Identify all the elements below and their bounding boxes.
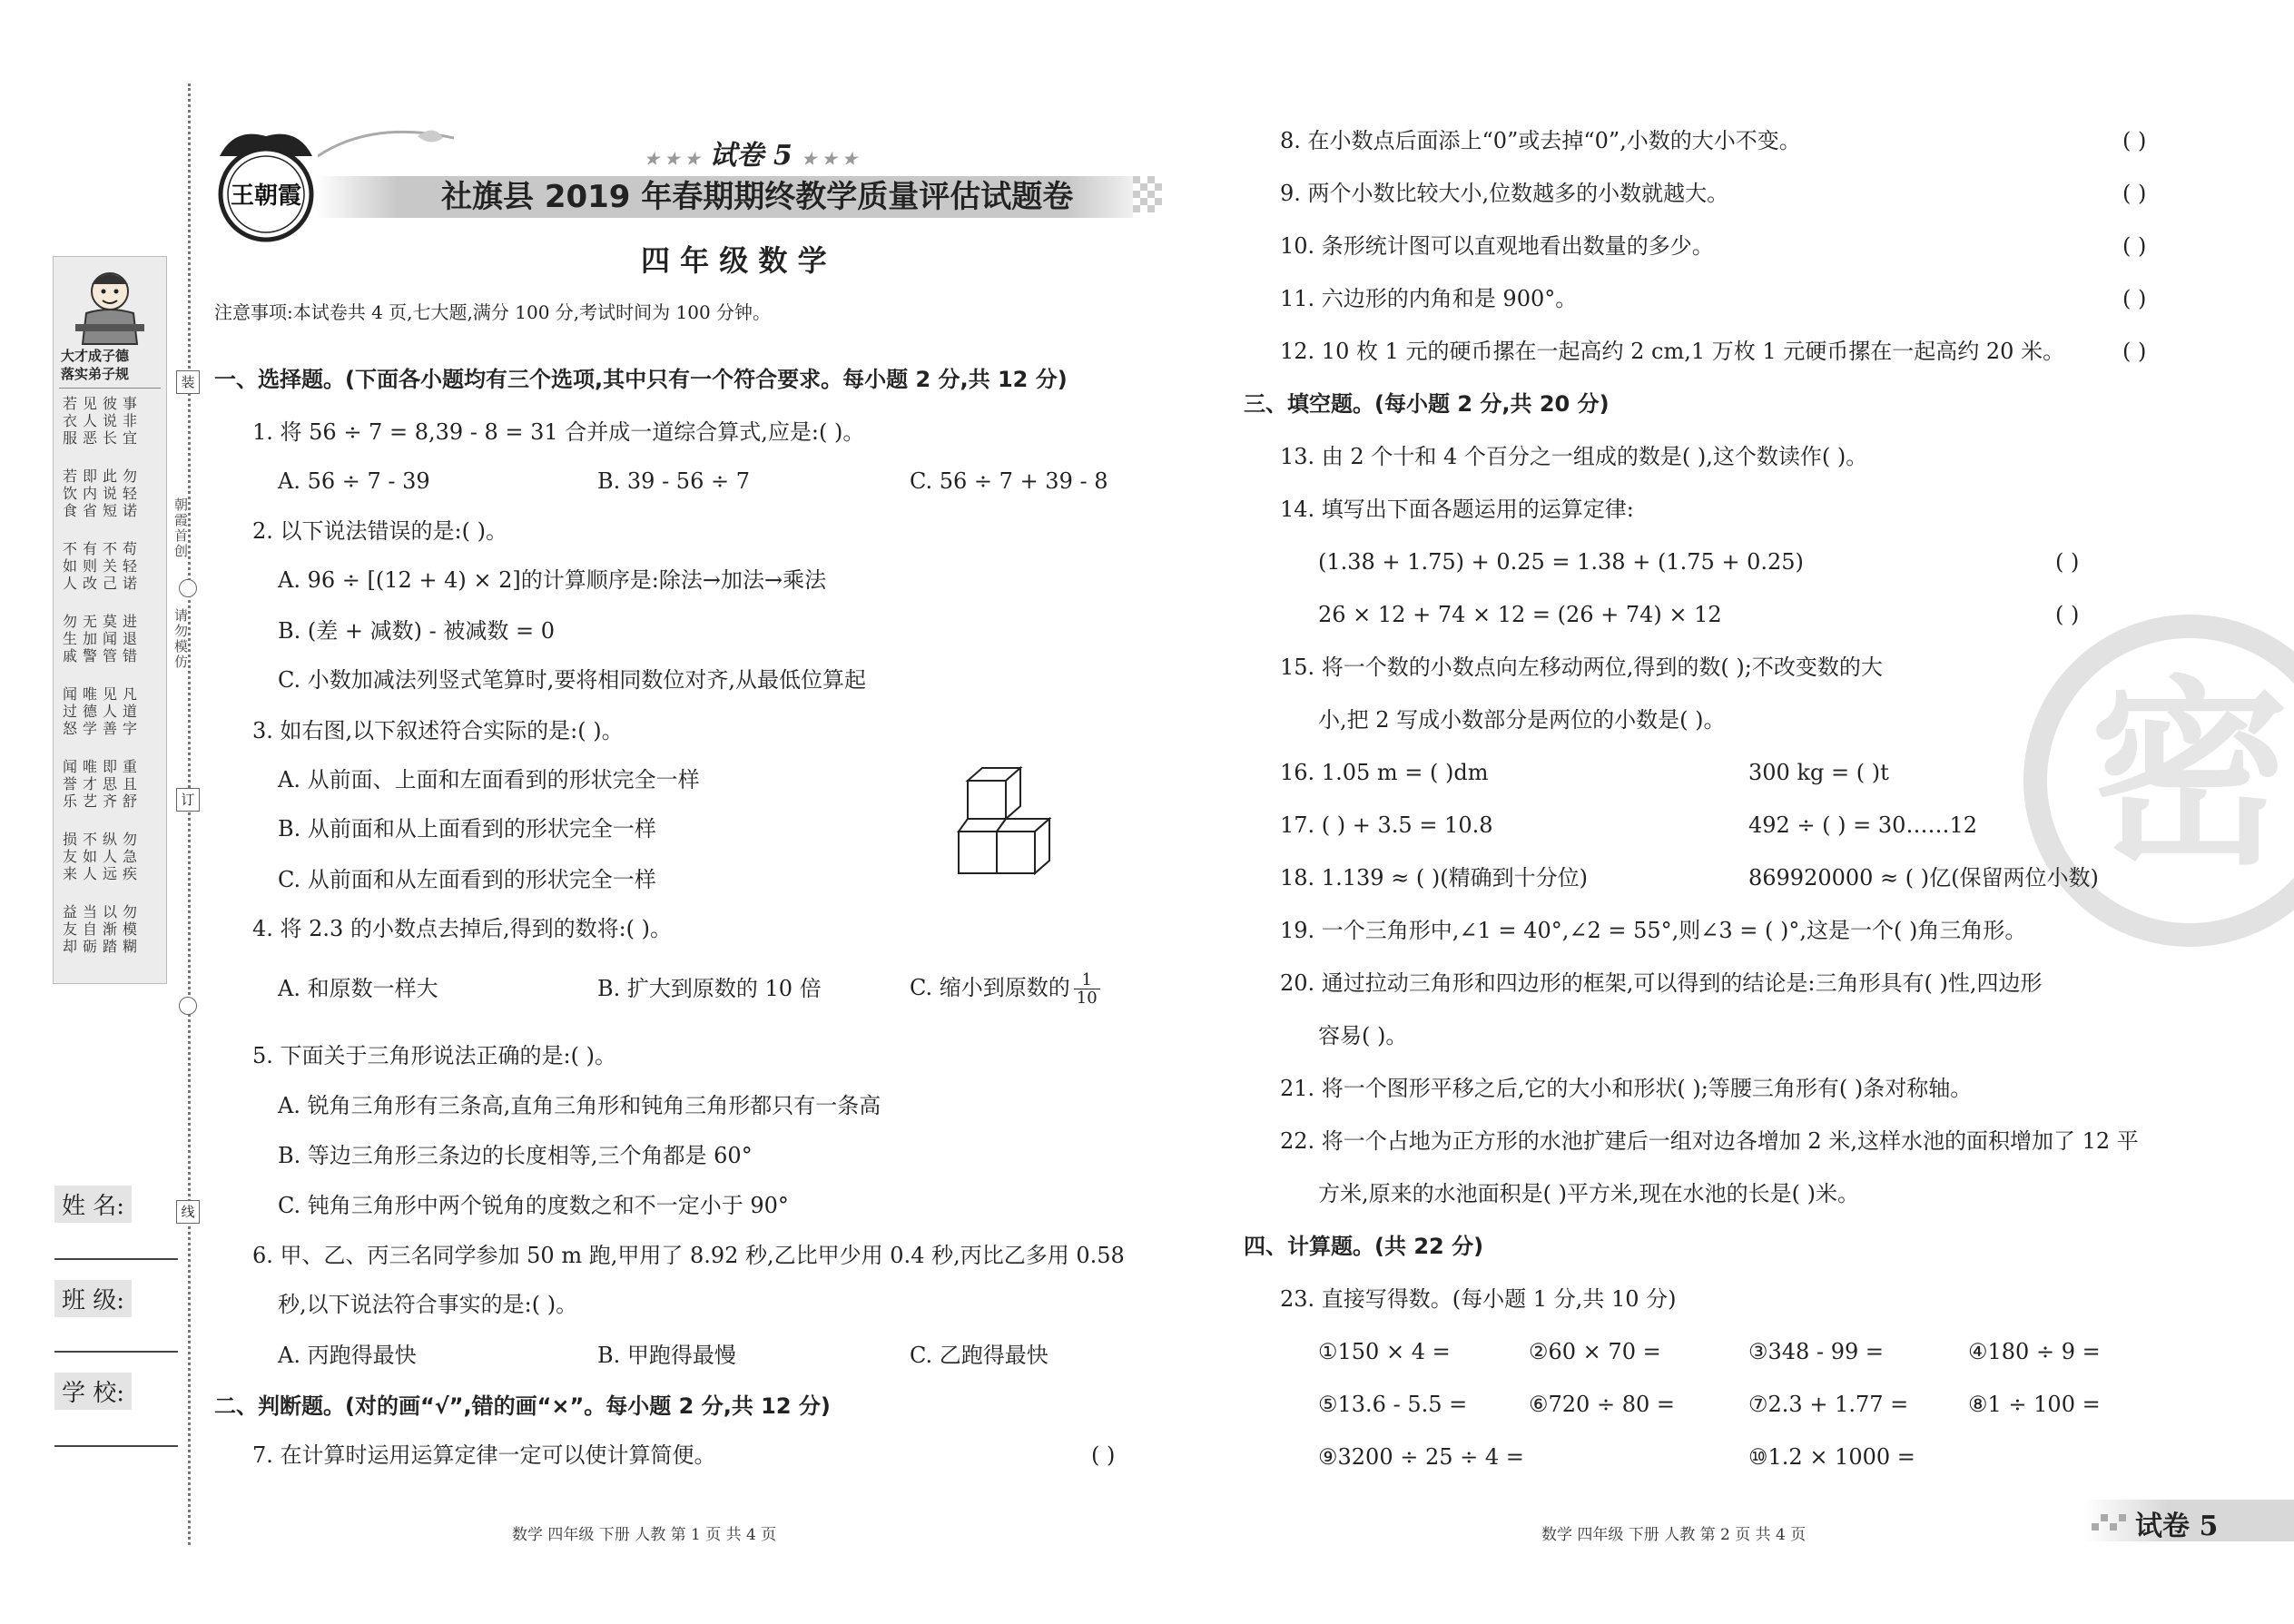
q1-option-b[interactable]: B. 39 - 56 ÷ 7 [597,468,750,494]
question-16-a: 16. 1.05 m = ( )dm [1280,760,1489,785]
sidebar-rule-block [63,468,143,519]
sidebar-rule-row: 若即此勿 [63,468,143,485]
sidebar-rule-block [63,540,143,592]
sidebar-motto-box [53,256,167,984]
sidebar-rule-row: 闻唯即重 [63,758,143,775]
paper-badge: ★ ★ ★ 试卷 5 ★ ★ ★ [645,140,858,172]
q1-option-a[interactable]: A. 56 ÷ 7 - 39 [278,468,430,494]
q10-answer-blank[interactable]: ( ) [2122,233,2147,259]
q4-option-c-text: C. 缩小到原数的 [910,975,1070,1000]
seal-mark-ding: 订 [176,788,200,812]
sidebar-rule-block [63,685,143,737]
calc-item-7: ⑦2.3 + 1.77 = [1748,1392,1909,1417]
q14a-answer-blank[interactable]: ( ) [2055,549,2080,575]
calc-item-5: ⑤13.6 - 5.5 = [1318,1392,1468,1417]
sidebar-rule-row: 人改己诺 [63,575,143,592]
q3-option-b[interactable]: B. 从前面和从上面看到的形状完全一样 [278,816,656,842]
q2-option-b[interactable]: B. (差 + 减数) - 被减数 = 0 [278,618,555,644]
sidebar-rule-row: 勿无莫进 [63,613,143,630]
sidebar-rule-row: 服恶长宜 [63,429,143,447]
seal-circle-1 [179,579,197,597]
fraction-numerator: 1 [1074,971,1100,989]
school-field-label: 学 校: [54,1373,132,1410]
watermark-char: 密 [2089,659,2290,891]
motto-line-2: 落实弟子规 [61,366,130,382]
sidebar-rule-row: 戚警管错 [63,647,143,664]
q14b-answer-blank[interactable]: ( ) [2055,602,2080,627]
seal-mark-xian: 线 [176,1200,200,1224]
sidebar-rule-row: 乐艺齐舒 [63,792,143,810]
sidebar-rule-block [63,395,143,447]
corner-badge-text: 试卷 5 [2135,1511,2219,1542]
question-11: 11. 六边形的内角和是 900°。 [1280,286,1578,311]
question-13: 13. 由 2 个十和 4 个百分之一组成的数是( ),这个数读作( )。 [1280,444,1868,469]
binding-dotted-line [188,84,191,1545]
q11-answer-blank[interactable]: ( ) [2122,286,2147,311]
sidebar-rule-row: 益当以勿 [63,903,143,920]
question-18-b: 869920000 ≈ ( )亿(保留两位小数) [1748,865,2099,891]
sidebar-rule-row: 过德人道 [63,703,143,720]
question-22-line-1: 22. 将一个占地为正方形的水池扩建后一组对边各增加 2 米,这样水池的面积增加了 12 平 [1280,1128,2139,1154]
motto-line-1: 大才成子德 [61,348,130,364]
q2-option-a[interactable]: A. 96 ÷ [(12 + 4) × 2]的计算顺序是:除法→加法→乘法 [278,567,827,593]
question-5: 5. 下面关于三角形说法正确的是:( )。 [252,1043,616,1068]
q2-option-c[interactable]: C. 小数加减法列竖式笔算时,要将相同数位对齐,从最低位算起 [278,667,867,693]
seal-circle-2 [179,997,197,1015]
wang-zhaoxia-logo-icon [207,120,325,247]
question-9: 9. 两个小数比较大小,位数越多的小数就越大。 [1280,181,1729,206]
calc-item-9: ⑨3200 ÷ 25 ÷ 4 = [1318,1444,1524,1470]
sidebar-rule-row: 闻唯见凡 [63,685,143,703]
sidebar-rule-row: 友如人急 [63,848,143,865]
exam-notice: 注意事项:本试卷共 4 页,七大题,满分 100 分,考试时间为 100 分钟。 [214,301,772,323]
question-8: 8. 在小数点后面添上“0”或去掉“0”,小数的大小不变。 [1280,128,1801,153]
sidebar-rule-row: 损不纵勿 [63,831,143,848]
sidebar-rule-row: 食省短诺 [63,502,143,519]
section-judge-heading: 二、判断题。(对的画“√”,错的画“×”。每小题 2 分,共 12 分) [214,1393,831,1419]
section-choice-heading: 一、选择题。(下面各小题均有三个选项,其中只有一个符合要求。每小题 2 分,共 12 分) [214,367,1068,392]
q6-option-b[interactable]: B. 甲跑得最慢 [597,1343,736,1368]
calc-item-8: ⑧1 ÷ 100 = [1968,1392,2101,1417]
question-7: 7. 在计算时运用运算定律一定可以使计算简便。 [252,1442,716,1468]
title-band-checker-icon [1133,176,1169,218]
sidebar-rule-row: 怒学善字 [63,720,143,737]
section-fill-heading: 三、填空题。(每小题 2 分,共 20 分) [1244,391,1610,417]
q4-option-c[interactable] [910,966,1100,1009]
calc-item-3: ③348 - 99 = [1748,1339,1884,1364]
q6-option-c[interactable]: C. 乙跑得最快 [910,1343,1049,1368]
question-20-line-1: 20. 通过拉动三角形和四边形的框架,可以得到的结论是:三角形具有( )性,四边形 [1280,970,2043,996]
exam-title: 社旗县 2019 年春期期终教学质量评估试题卷 [441,179,1074,215]
q5-option-c[interactable]: C. 钝角三角形中两个锐角的度数之和不一定小于 90° [278,1193,789,1218]
cube-stack-figure [950,761,1073,882]
q6-option-a[interactable]: A. 丙跑得最快 [278,1343,417,1368]
q5-option-a[interactable]: A. 锐角三角形有三条高,直角三角形和钝角三角形都只有一条高 [278,1093,881,1118]
page-footer-right: 数学 四年级 下册 人教 第 2 页 共 4 页 [1541,1526,1807,1544]
corner-checker-icon [2092,1511,2128,1532]
question-23: 23. 直接写得数。(每小题 1 分,共 10 分) [1280,1286,1677,1312]
section-calc-heading: 四、计算题。(共 22 分) [1244,1234,1484,1259]
question-3: 3. 如右图,以下叙述符合实际的是:( )。 [252,718,624,743]
ribbon-decoration-icon [318,120,454,165]
class-field-label: 班 级: [54,1280,132,1317]
sidebar-rule-row: 如则关轻 [63,557,143,575]
calc-item-2: ②60 × 70 = [1529,1339,1661,1364]
seal-text-mofang: 请勿模仿 [174,607,189,670]
question-20-line-2: 容易( )。 [1318,1023,1408,1048]
q1-option-c[interactable]: C. 56 ÷ 7 + 39 - 8 [910,468,1108,494]
question-14: 14. 填写出下面各题运用的运算定律: [1280,497,1634,522]
question-16-b: 300 kg = ( )t [1748,760,1889,785]
question-22-line-2: 方米,原来的水池面积是( )平方米,现在水池的长是( )米。 [1318,1181,1859,1206]
fraction-one-tenth [1074,971,1100,1007]
class-field-line[interactable] [54,1351,178,1353]
question-15-line-1: 15. 将一个数的小数点向左移动两位,得到的数( );不改变数的大 [1280,655,1883,680]
sidebar-rule-block [63,831,143,882]
sidebar-rule-row: 却砺踏糊 [63,938,143,955]
sidebar-rule-row: 来人远疾 [63,865,143,882]
question-21: 21. 将一个图形平移之后,它的大小和形状( );等腰三角形有( )条对称轴。 [1280,1076,1973,1101]
sidebar-rule-row: 饮内说轻 [63,485,143,502]
question-6-line-2: 秒,以下说法符合事实的是:( )。 [278,1292,578,1317]
seal-text-chuangyi: 朝霞首创 [174,497,189,559]
question-19: 19. 一个三角形中,∠1 = 40°,∠2 = 55°,则∠3 = ( )°,这是一个( )角三角形。 [1280,918,2027,943]
school-field-line[interactable] [54,1445,178,1447]
name-field-line[interactable] [54,1258,178,1260]
fraction-denominator: 10 [1076,989,1098,1008]
logo-text: 王朝霞 [230,182,302,210]
question-12: 12. 10 枚 1 元的硬币摞在一起高约 2 cm,1 万枚 1 元硬币摞在一起高约 20 米。 [1280,339,2065,364]
question-10: 10. 条形统计图可以直观地看出数量的多少。 [1280,233,1714,259]
sidebar-rule-row: 衣人说非 [63,412,143,429]
question-17-b: 492 ÷ ( ) = 30……12 [1748,812,1977,838]
question-17-a: 17. ( ) + 3.5 = 10.8 [1280,812,1493,838]
calc-item-4: ④180 ÷ 9 = [1968,1339,2101,1364]
question-2: 2. 以下说法错误的是:( )。 [252,518,507,544]
q3-option-a[interactable]: A. 从前面、上面和左面看到的形状完全一样 [278,767,700,792]
q3-option-c[interactable]: C. 从前面和从左面看到的形状完全一样 [278,867,656,892]
q7-answer-blank[interactable]: ( ) [1091,1442,1116,1468]
sidebar-rule-block [63,613,143,664]
question-18-a: 18. 1.139 ≈ ( )(精确到十分位) [1280,865,1588,891]
q9-answer-blank[interactable]: ( ) [2122,181,2147,206]
q14-expression-b: 26 × 12 + 74 × 12 = (26 + 74) × 12 [1318,602,1722,627]
calc-item-10: ⑩1.2 × 1000 = [1748,1444,1915,1470]
q4-option-b[interactable]: B. 扩大到原数的 10 倍 [597,976,822,1001]
calc-item-1: ①150 × 4 = [1318,1339,1451,1364]
q14-expression-a: (1.38 + 1.75) + 0.25 = 1.38 + (1.75 + 0.25) [1318,549,1804,575]
confidential-watermark-icon [2017,608,2294,953]
name-field-label: 姓 名: [54,1186,132,1223]
page-footer-left: 数学 四年级 下册 人教 第 1 页 共 4 页 [512,1526,777,1544]
calc-item-6: ⑥720 ÷ 80 = [1529,1392,1675,1417]
exam-subtitle: 四 年 级 数 学 [641,243,827,278]
sidebar-rule-row: 友自渐模 [63,920,143,938]
q4-option-a[interactable]: A. 和原数一样大 [278,976,438,1001]
seal-mark-zhuang: 装 [176,370,200,394]
q5-option-b[interactable]: B. 等边三角形三条边的长度相等,三个角都是 60° [278,1143,753,1168]
scholar-cartoon-icon [68,264,152,346]
sidebar-rule-block [63,758,143,810]
sidebar-rule-row: 誉才思且 [63,775,143,792]
question-1: 1. 将 56 ÷ 7 = 8,39 - 8 = 31 合并成一道综合算式,应是:( )。 [252,419,865,445]
q12-answer-blank[interactable]: ( ) [2122,339,2147,364]
question-15-line-2: 小,把 2 写成小数部分是两位的小数是( )。 [1318,707,1726,733]
question-4: 4. 将 2.3 的小数点去掉后,得到的数将:( )。 [252,916,673,941]
sidebar-rule-row: 生加闻退 [63,630,143,647]
sidebar-rule-row: 若见彼事 [63,395,143,412]
sidebar-rule-block [63,903,143,955]
question-6-line-1: 6. 甲、乙、丙三名同学参加 50 m 跑,甲用了 8.92 秒,乙比甲少用 0.4 秒,丙比乙多用 0.58 [252,1243,1125,1268]
sidebar-rule-row: 不有不苟 [63,540,143,557]
q8-answer-blank[interactable]: ( ) [2122,128,2147,153]
